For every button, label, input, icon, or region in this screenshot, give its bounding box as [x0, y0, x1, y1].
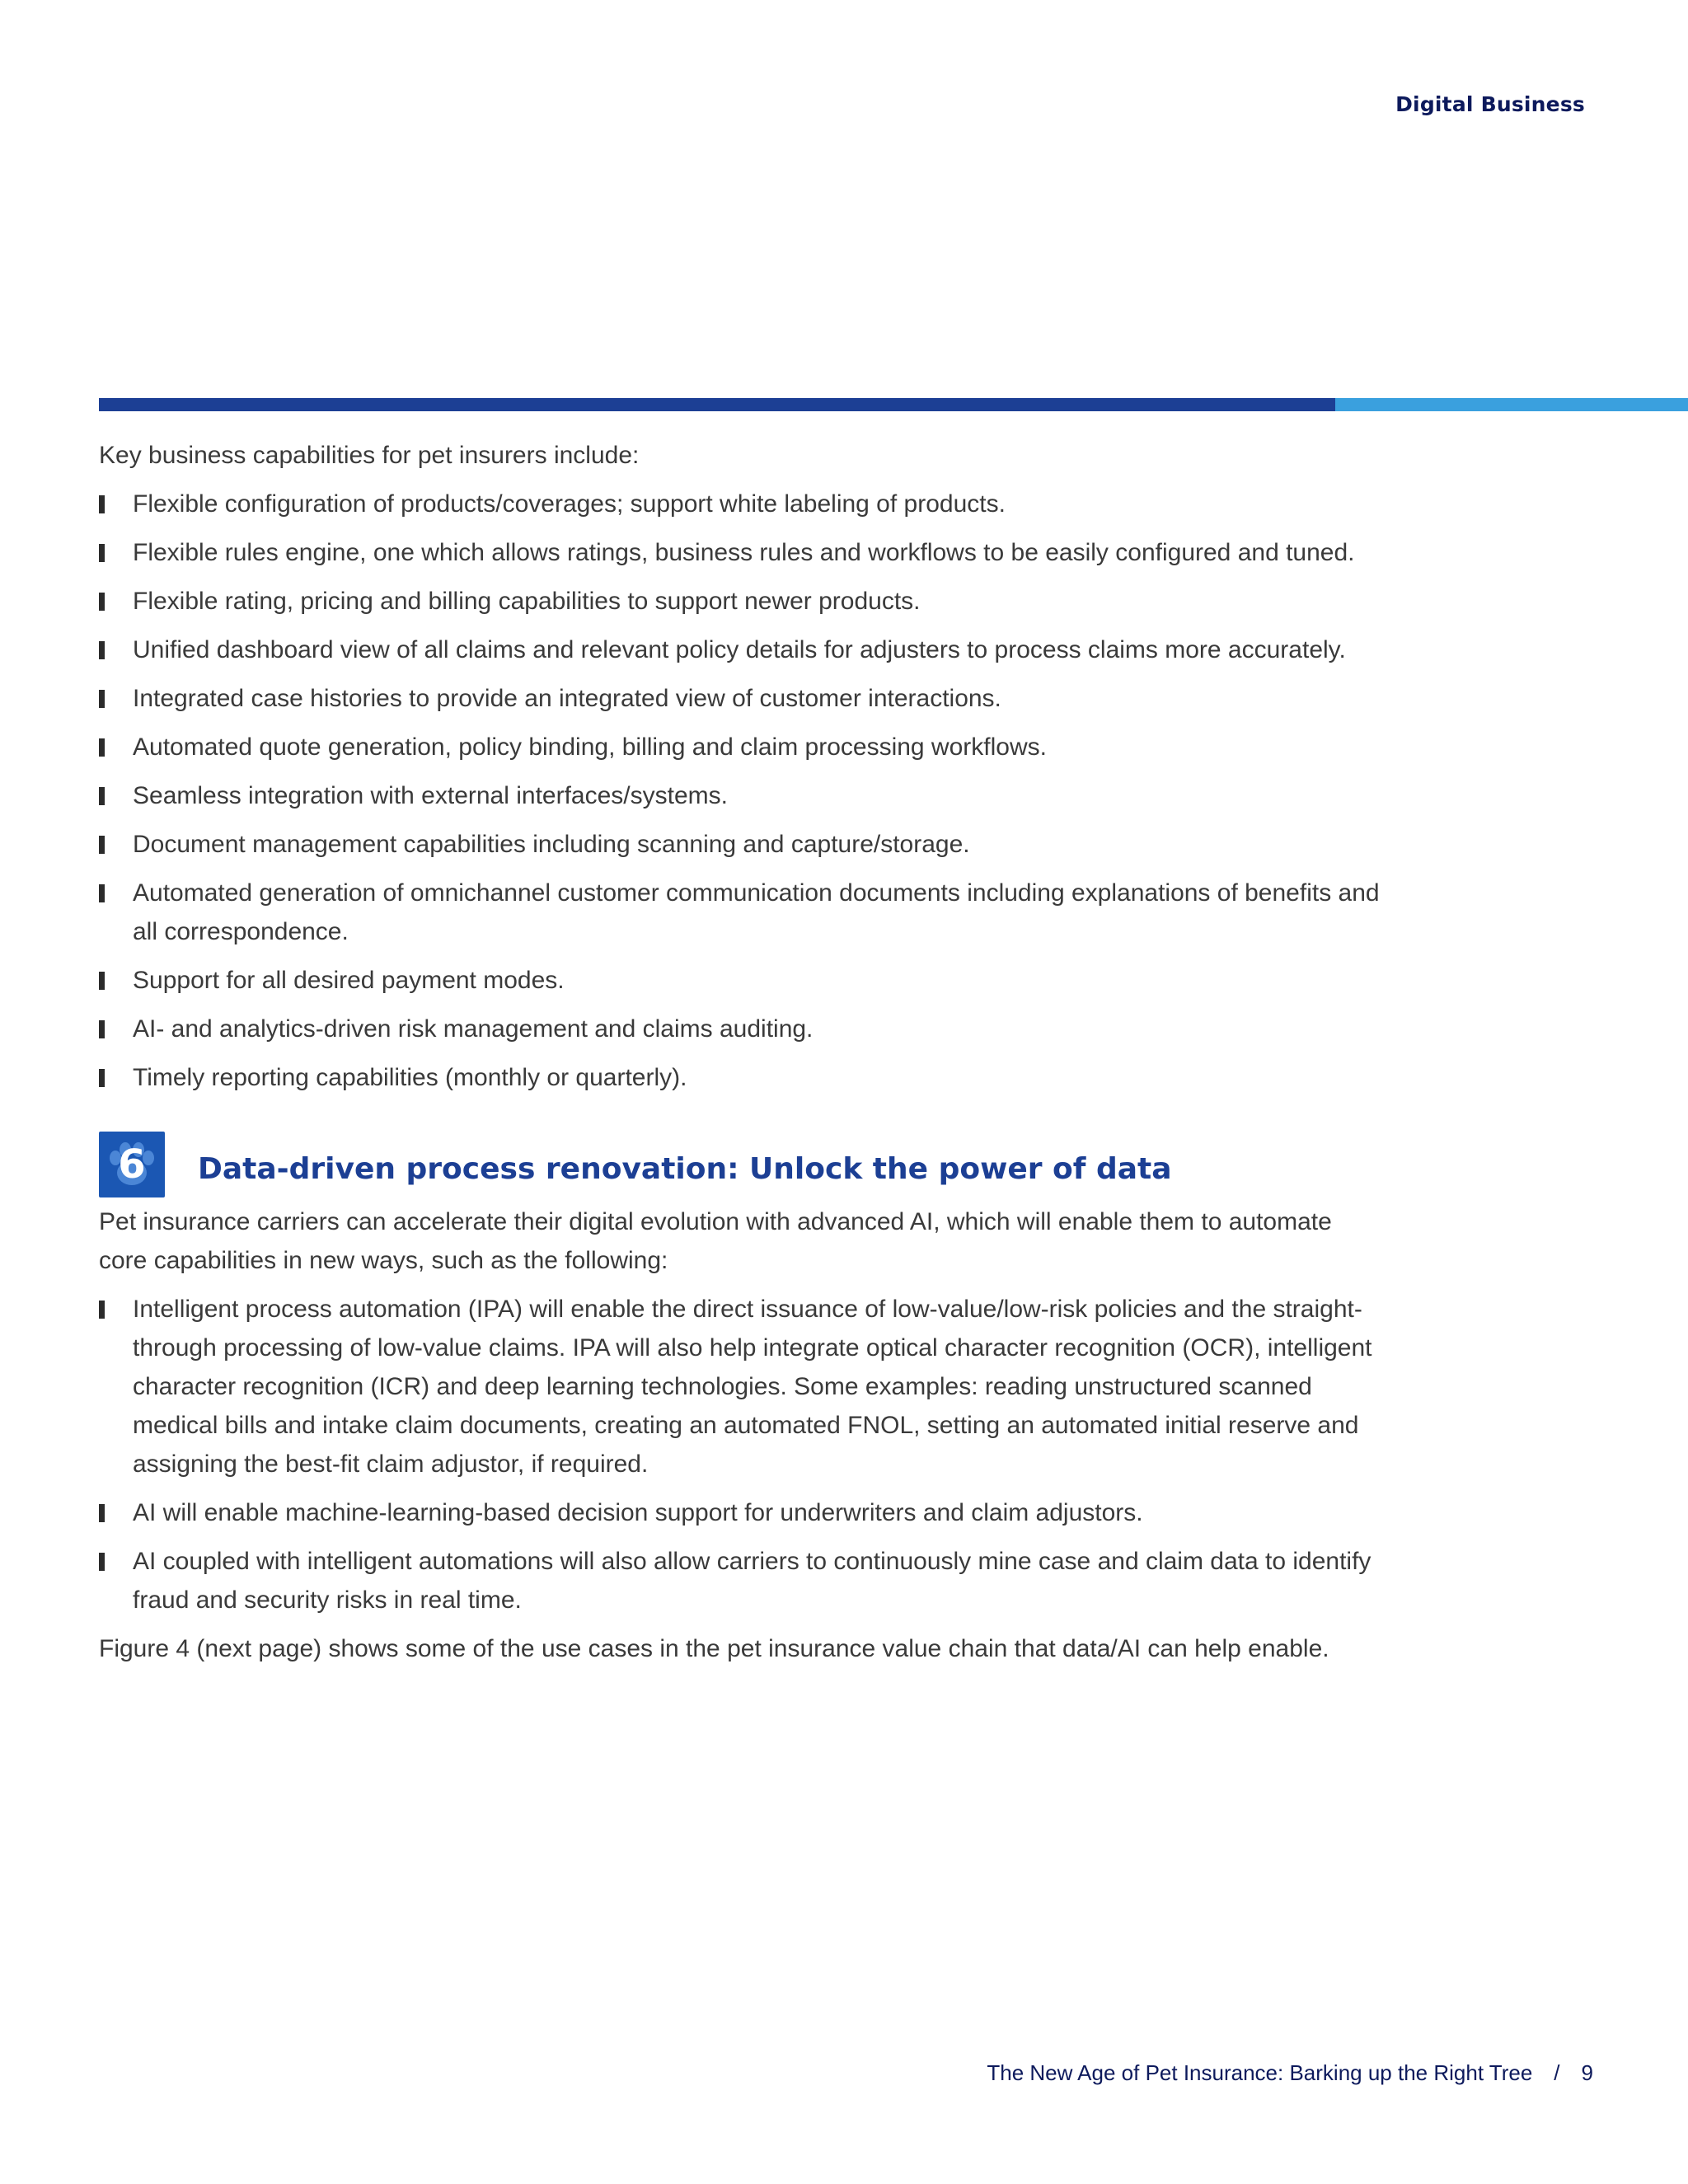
list-item [99, 1058, 1385, 1097]
capabilities-list [99, 485, 1385, 1097]
list-item-text: Integrated case histories to provide an integrated view of customer interactions. [133, 685, 1001, 712]
list-item-text: Automated quote generation, policy binding, billing and claim processing workflows. [133, 733, 1047, 761]
main-content [99, 437, 1385, 1678]
bullet-marker [99, 787, 105, 805]
list-item-text: Flexible configuration of products/coverages; support white labeling of products. [133, 490, 1006, 518]
list-item-text: Intelligent process automation (IPA) will enable the direct issuance of low-value/low-risk policies and the straight-through processing of low-value claims. IPA will also help integrate optical character recognition (OCR), intelligent character recognition (ICR) and deep learning technologies. Some examples: reading unstructured scanned medical bills and intake claim documents, creating an automated FNOL, setting an automated initial reserve and assigning the best-fit claim adjustor, if required. [133, 1296, 1372, 1478]
divider-light [1335, 398, 1688, 411]
bullet-marker [99, 1301, 105, 1319]
list-item-text: AI coupled with intelligent automations will also allow carriers to continuously mine case and claim data to identify fraud and security risks in real time. [133, 1548, 1372, 1614]
bullet-marker [99, 1069, 105, 1087]
bullet-marker [99, 972, 105, 990]
list-item [99, 485, 1385, 523]
list-item-text: Seamless integration with external interfaces/systems. [133, 782, 728, 809]
divider-dark [99, 398, 1335, 411]
list-item-text: Flexible rules engine, one which allows ratings, business rules and workflows to be easily configured and tuned. [133, 539, 1355, 566]
list-item-text: Flexible rating, pricing and billing capabilities to support newer products. [133, 588, 921, 615]
section-tag: Digital Business [1395, 92, 1585, 116]
capabilities-intro: Key business capabilities for pet insurers include: [99, 442, 640, 469]
list-item [99, 961, 1385, 1000]
list-item-text: Unified dashboard view of all claims and relevant policy details for adjusters to process claims more accurately. [133, 636, 1346, 663]
bullet-marker [99, 495, 105, 513]
page-number: 9 [1581, 2060, 1593, 2085]
list-item [99, 1010, 1385, 1048]
list-item [99, 533, 1385, 572]
section-heading [99, 1132, 1385, 1197]
bullet-marker [99, 690, 105, 708]
list-item-text: Timely reporting capabilities (monthly or quarterly). [133, 1064, 687, 1091]
list-item-text: Automated generation of omnichannel customer communication documents including explanations of benefits and all correspondence. [133, 879, 1380, 945]
bullet-marker [99, 1553, 105, 1571]
list-item-text: Support for all desired payment modes. [133, 967, 565, 994]
bullet-marker [99, 593, 105, 611]
list-item-text: AI- and analytics-driven risk management and claims auditing. [133, 1015, 814, 1043]
footer-doc-title: The New Age of Pet Insurance: Barking up the Right Tree [987, 2060, 1533, 2085]
list-item [99, 874, 1385, 951]
page-footer [987, 2060, 1593, 2086]
list-item [99, 1290, 1385, 1483]
bullet-marker [99, 884, 105, 902]
section-number: 6 [118, 1141, 146, 1188]
list-item [99, 630, 1385, 669]
bullet-marker [99, 836, 105, 854]
section-title: Data-driven process renovation: Unlock the power of data [198, 1151, 1172, 1186]
bullet-marker [99, 544, 105, 562]
section-intro: Pet insurance carriers can accelerate their digital evolution with advanced AI, which will enable them to automate core capabilities in new ways, such as the following: [99, 1208, 1332, 1274]
list-item [99, 728, 1385, 766]
ai-list [99, 1290, 1385, 1619]
list-item [99, 1542, 1385, 1619]
section-number-badge [99, 1132, 165, 1197]
footer-separator: / [1554, 2060, 1560, 2085]
closing-paragraph: Figure 4 (next page) shows some of the use cases in the pet insurance value chain that data/AI can help enable. [99, 1635, 1329, 1662]
bullet-marker [99, 1504, 105, 1522]
list-item-text: AI will enable machine-learning-based decision support for underwriters and claim adjustors. [133, 1499, 1143, 1526]
list-item [99, 776, 1385, 815]
bullet-marker [99, 641, 105, 659]
list-item [99, 825, 1385, 864]
bullet-marker [99, 1020, 105, 1038]
list-item-text: Document management capabilities including scanning and capture/storage. [133, 831, 970, 858]
list-item [99, 679, 1385, 718]
list-item [99, 1493, 1385, 1532]
bullet-marker [99, 738, 105, 757]
list-item [99, 582, 1385, 621]
